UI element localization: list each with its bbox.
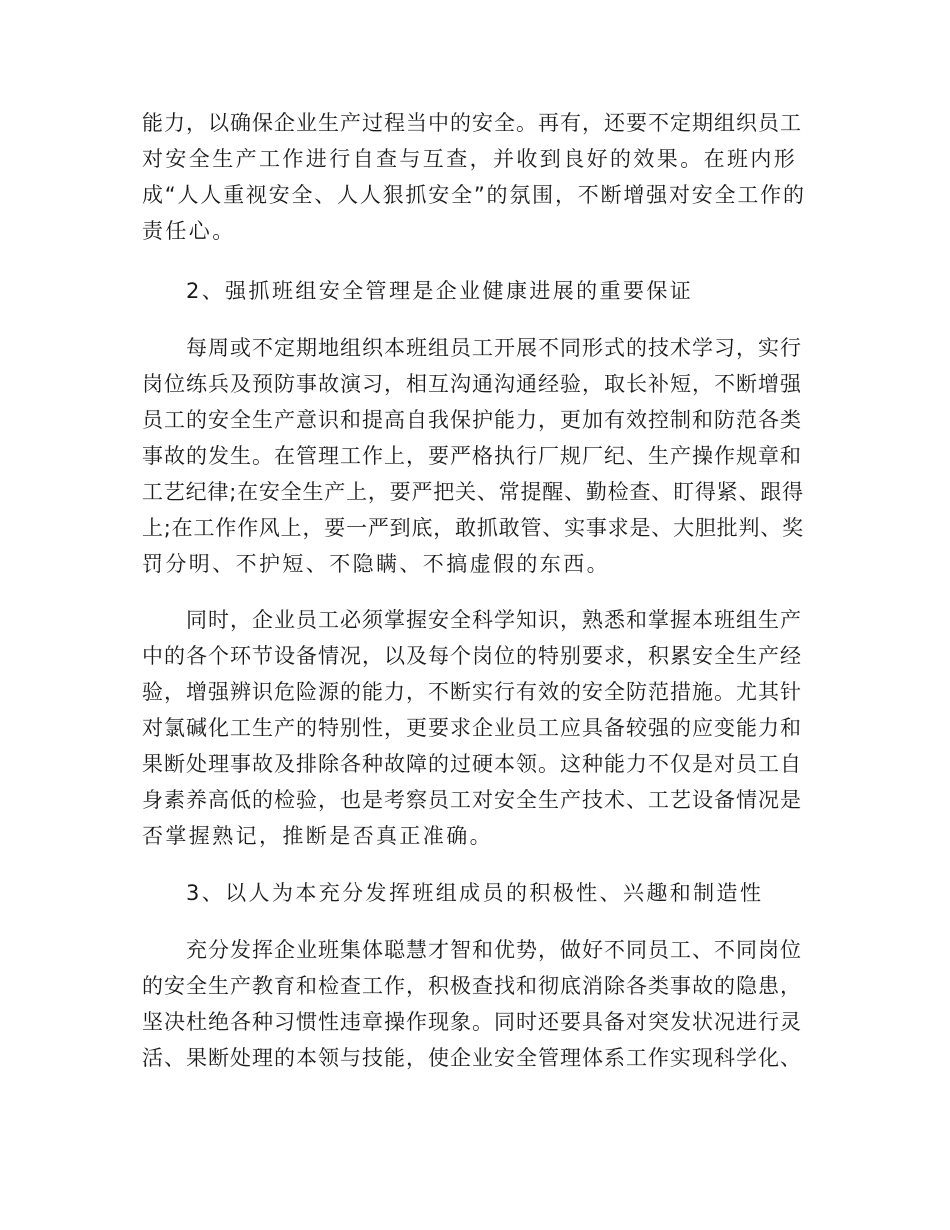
text-line: 否掌握熟记，推断是否真正准确。 [142,824,493,848]
text-line: 事故的发生。在管理工作上，要严格执行厂规厂纪、生产操作规章和 [142,444,802,468]
text-line: 坚决杜绝各种习惯性违章操作现象。同时还要具备对突发状况进行灵 [142,1010,802,1034]
text-line: 能力，以确保企业生产过程当中的安全。再有，还要不定期组织员工 [142,111,802,135]
text-line: 充分发挥企业班集体聪慧才智和优势，做好不同员工、不同岗位 [186,938,802,962]
text-line: 对氯碱化工生产的特别性，更要求企业员工应具备较强的应变能力和 [142,716,802,740]
text-line: 岗位练兵及预防事故演习，相互沟通沟通经验，取长补短，不断增强 [142,372,802,396]
text-line: 责任心。 [142,219,236,243]
text-line: 上;在工作作风上，要一严到底，敢抓敢管、实事求是、大胆批判、奖 [142,516,804,540]
heading-text: 3、以人为本充分发挥班组成员的积极性、兴趣和制造性 [186,881,764,905]
text-line: 同时，企业员工必须掌握安全科学知识，熟悉和掌握本班组生产 [186,608,802,632]
text-line: 的安全生产教育和检查工作，积极查找和彻底消除各类事故的隐患， [142,974,802,998]
text-line: 验，增强辨识危险源的能力，不断实行有效的安全防范措施。尤其针 [142,680,802,704]
heading-text: 2、强抓班组安全管理是企业健康进展的重要保证 [186,279,694,303]
text-line: 罚分明、不护短、不隐瞒、不搞虚假的东西。 [142,552,610,576]
text-line: 工艺纪律;在安全生产上，要严把关、常提醒、勤检查、盯得紧、跟得 [142,480,804,504]
text-line: 果断处理事故及排除各种故障的过硬本领。这种能力不仅是对员工自 [142,752,802,776]
text-line: 身素养高低的检验，也是考察员工对安全生产技术、工艺设备情况是 [142,788,802,812]
text-line: 每周或不定期地组织本班组员工开展不同形式的技术学习，实行 [186,336,802,360]
text-line: 中的各个环节设备情况，以及每个岗位的特别要求，积累安全生产经 [142,644,802,668]
text-line: 员工的安全生产意识和提高自我保护能力，更加有效控制和防范各类 [142,408,802,432]
text-line: 活、果断处理的本领与技能，使企业安全管理体系工作实现科学化、 [142,1046,802,1070]
text-line: 成“人人重视安全、人人狠抓安全”的氛围，不断增强对安全工作的 [142,183,806,207]
text-line: 对安全生产工作进行自查与互查，并收到良好的效果。在班内形 [142,147,798,171]
